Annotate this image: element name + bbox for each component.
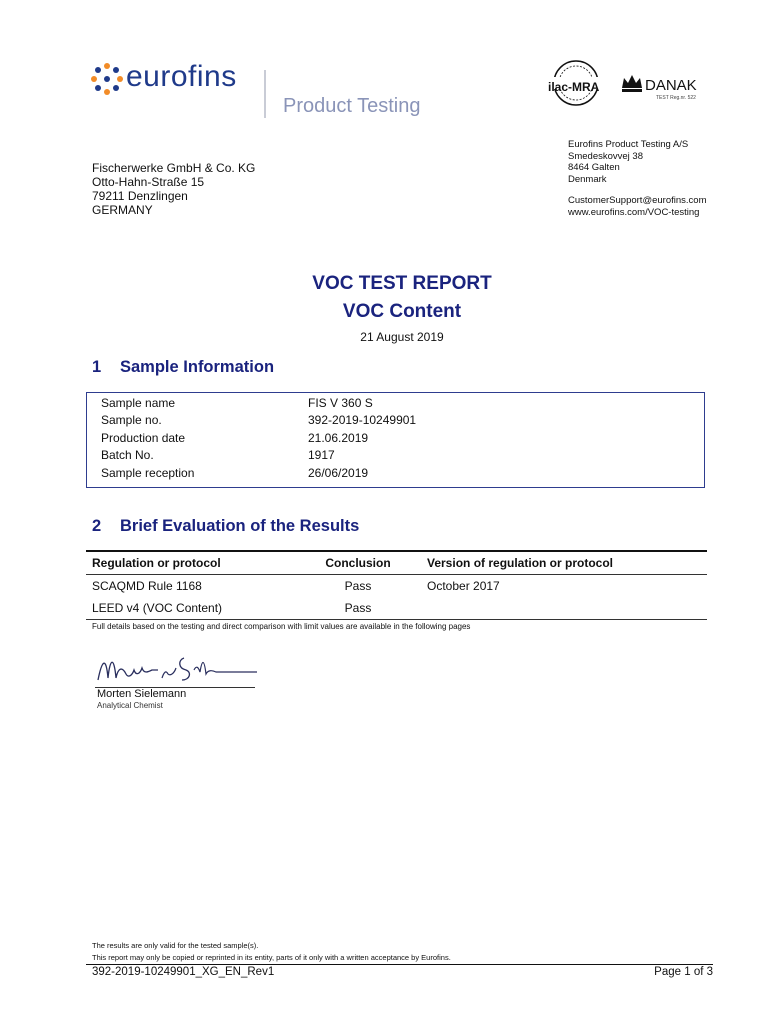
table-bottom-rule	[86, 619, 707, 620]
table-cell-conclusion: Pass	[344, 601, 372, 615]
lab-address	[568, 139, 688, 185]
client-line: Otto-Hahn-Straße 15	[92, 175, 205, 189]
brand-name: eurofins	[126, 60, 237, 93]
client-line: Fischerwerke GmbH & Co. KG	[92, 161, 256, 175]
info-key: Production date	[101, 431, 186, 445]
lab-address-line: Eurofins Product Testing A/S	[568, 139, 689, 150]
table-cell-conclusion: Pass	[344, 579, 372, 593]
danak-label: DANAK	[645, 77, 697, 94]
table-footnote: Full details based on the testing and direct comparison with limit values are available in the following pages	[92, 622, 471, 631]
info-value: FIS V 360 S	[308, 396, 373, 410]
section-heading-brief-evaluation	[92, 517, 359, 536]
lab-email-link[interactable]: CustomerSupport@eurofins.com	[568, 195, 707, 206]
info-value: 1917	[308, 448, 335, 462]
section-title: Sample Information	[120, 358, 275, 376]
section-number: 2	[92, 517, 102, 535]
section-number: 1	[92, 358, 102, 376]
crown-icon	[620, 72, 644, 94]
footer-rule	[86, 964, 713, 965]
footer-note: This report may only be copied or reprinted in its entity, parts of it only with a written acceptance by Eurofins.	[92, 953, 451, 962]
section-title: Brief Evaluation of the Results	[120, 517, 360, 535]
report-date: 21 August 2019	[360, 330, 444, 344]
lab-address-line: 8464 Galten	[568, 162, 620, 173]
table-header-rule	[86, 574, 707, 575]
client-address	[92, 161, 255, 217]
handwritten-signature	[92, 648, 267, 690]
client-line: GERMANY	[92, 203, 153, 217]
info-value: 392-2019-10249901	[308, 413, 417, 427]
column-header: Regulation or protocol	[92, 556, 221, 570]
logo-divider	[264, 70, 266, 118]
column-header: Conclusion	[325, 556, 391, 570]
report-subtitle: VOC Content	[342, 301, 462, 322]
danak-reg-number: TEST Reg.nr. 522	[656, 95, 696, 101]
info-value: 21.06.2019	[308, 431, 369, 445]
signatory-name: Morten Sielemann	[97, 688, 187, 700]
signatory-role: Analytical Chemist	[97, 701, 163, 710]
document-id: 392-2019-10249901_XG_EN_Rev1	[92, 966, 275, 978]
table-cell-protocol: LEED v4 (VOC Content)	[92, 601, 223, 615]
page-number: Page 1 of 3	[654, 966, 713, 978]
info-key: Sample name	[101, 396, 176, 410]
table-cell-version: October 2017	[427, 579, 500, 593]
table-cell-protocol: SCAQMD Rule 1168	[92, 579, 202, 593]
info-key: Batch No.	[101, 448, 154, 462]
info-value: 26/06/2019	[308, 466, 369, 480]
section-heading-sample-information	[92, 358, 274, 377]
sample-info-box	[86, 392, 705, 488]
report-title: VOC TEST REPORT	[312, 273, 492, 294]
column-header: Version of regulation or protocol	[427, 556, 614, 570]
table-top-rule	[86, 550, 707, 552]
lab-contact	[568, 195, 706, 218]
ilac-mra-label: ilac-MRA	[548, 80, 600, 94]
footer-note: The results are only valid for the tested sample(s).	[92, 941, 259, 950]
lab-address-line: Smedeskovvej 38	[568, 150, 643, 162]
info-key: Sample no.	[101, 413, 162, 427]
info-key: Sample reception	[101, 466, 195, 480]
client-line: 79211 Denzlingen	[92, 189, 188, 203]
brand-division: Product Testing	[283, 95, 421, 117]
lab-address-line: Denmark	[568, 173, 607, 185]
lab-web-link[interactable]: www.eurofins.com/VOC-testing	[568, 206, 700, 218]
eurofins-logo-icon	[90, 62, 124, 96]
